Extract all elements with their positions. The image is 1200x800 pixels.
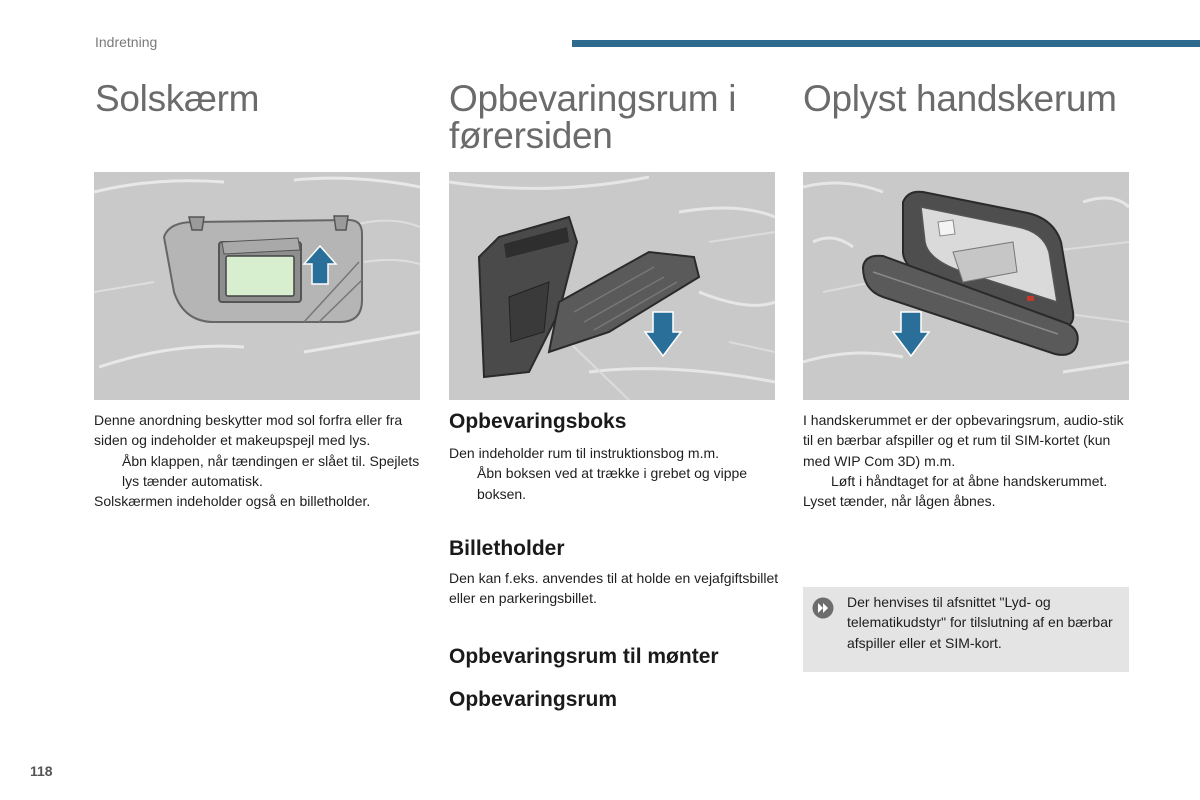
title-driver-storage-line1: Opbevaringsrum i (449, 78, 737, 119)
glovebox-text (803, 410, 1133, 511)
heading-storage: Opbevaringsrum (449, 688, 618, 711)
sun-visor-illustration (94, 172, 420, 400)
glovebox-bullet (803, 471, 1133, 491)
ticket-holder-text (449, 568, 779, 609)
glovebox-bullet-text: Løft i håndtaget for at åbne handskerummet. (831, 472, 1108, 489)
section-label: Indretning (95, 34, 158, 50)
fast-forward-icon (812, 597, 834, 619)
header-accent-bar (572, 40, 1200, 47)
ticket-holder-desc: Den kan f.eks. anvendes til at holde en vejafgiftsbillet eller en parkeringsbillet. (449, 570, 779, 607)
storage-box-bullet-text: Åbn boksen ved at trække i grebet og vippe boksen. (477, 465, 748, 502)
page-number: 118 (30, 763, 53, 779)
note-text: Der henvises til afsnittet "Lyd- og telematikudstyr" for tilslutning af en bærbar afspiller eller et SIM-kort. (847, 594, 1113, 651)
heading-coin-storage: Opbevaringsrum til mønter (449, 645, 719, 668)
glovebox-illustration (803, 172, 1129, 400)
storage-box-illustration (449, 172, 775, 400)
storage-box-text (449, 443, 779, 504)
title-sun-visor: Solskærm (95, 78, 260, 119)
sun-visor-outro: Solskærmen indeholder også en billetholder. (94, 493, 371, 510)
storage-box-desc: Den indeholder rum til instruktionsbog m.m. (449, 445, 720, 461)
sun-visor-bullet-text: Åbn klappen, når tændingen er slået til. Spejlets lys tænder automatisk. (122, 452, 420, 489)
glovebox-outro: Lyset tænder, når lågen åbnes. (803, 493, 996, 510)
heading-storage-box: Opbevaringsboks (449, 410, 627, 433)
heading-ticket-holder: Billetholder (449, 537, 565, 560)
sun-visor-intro: Denne anordning beskytter mod sol forfra eller fra siden og indeholder et makeupspejl med lys. (94, 412, 403, 449)
title-driver-storage-line2: førersiden (449, 115, 613, 156)
title-glovebox: Oplyst handskerum (803, 78, 1117, 119)
sun-visor-bullet (94, 451, 424, 492)
title-driver-storage (449, 80, 736, 154)
note-box (803, 587, 1129, 672)
storage-box-bullet (449, 463, 779, 504)
glovebox-intro: I handskerummet er der opbevaringsrum, audio-stik til en bærbar afspiller og et rum til SIM-kortet (kun med WIP Com 3D) m.m. (803, 412, 1124, 469)
sun-visor-text (94, 410, 424, 511)
